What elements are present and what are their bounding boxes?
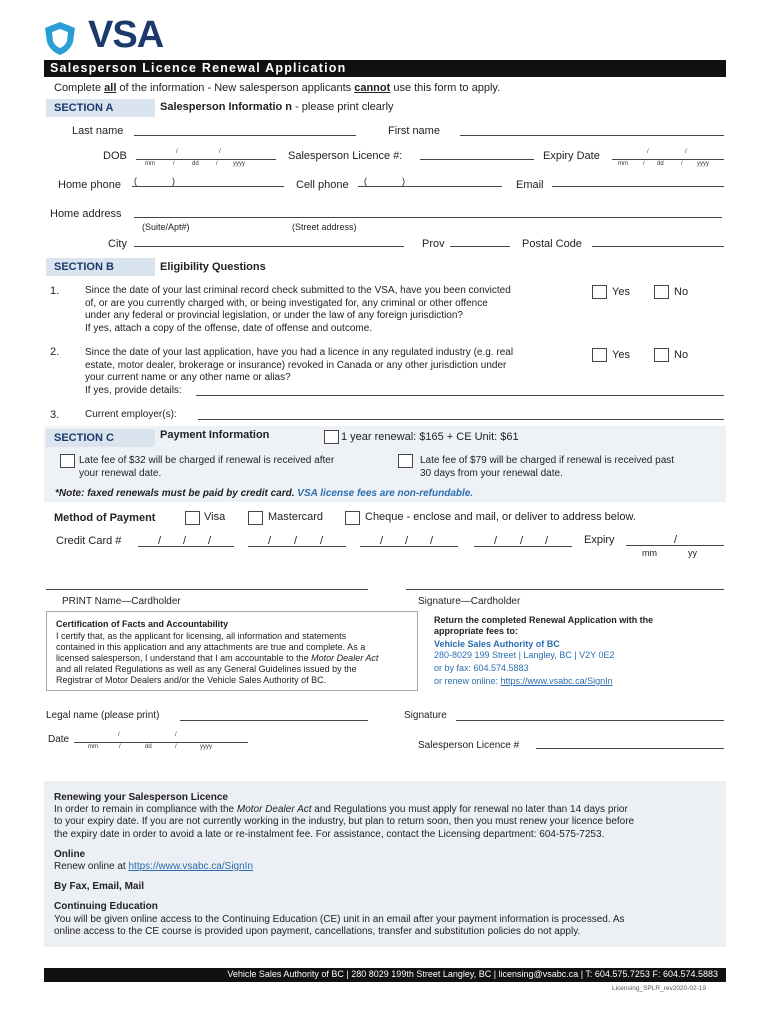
dob-label: DOB bbox=[103, 150, 127, 162]
dob-field[interactable] bbox=[136, 159, 276, 160]
city-label: City bbox=[108, 238, 127, 250]
last-name-label: Last name bbox=[72, 125, 124, 137]
prov-field[interactable] bbox=[450, 246, 510, 247]
prov-label: Prov bbox=[422, 238, 445, 250]
last-name-field[interactable] bbox=[134, 135, 356, 136]
mastercard-checkbox[interactable] bbox=[248, 511, 263, 525]
date-field[interactable] bbox=[74, 742, 248, 743]
legal-name-field[interactable] bbox=[180, 720, 368, 721]
cell-phone-field[interactable] bbox=[358, 186, 502, 187]
info-box bbox=[44, 781, 726, 947]
cell-phone-label: Cell phone bbox=[296, 179, 349, 191]
section-c-label: SECTION C bbox=[46, 429, 155, 447]
form-title-bar bbox=[44, 60, 726, 77]
q1-yes-checkbox[interactable] bbox=[592, 285, 607, 299]
date-label: Date bbox=[48, 734, 70, 745]
intro-text: Complete all of the information - New salesperson applicants cannot use this form to apply. bbox=[54, 82, 501, 94]
certification-title: Certification of Facts and Accountability bbox=[56, 619, 229, 629]
signature-label: Signature bbox=[404, 710, 447, 721]
footer-text: Vehicle Sales Authority of BC | 280 8029 199th Street Langley, BC | licensing@vsabc.ca | T: 604.575.7253 F: 604.574.5883 bbox=[227, 969, 718, 979]
signature-field[interactable] bbox=[456, 720, 724, 721]
cheque-checkbox[interactable] bbox=[345, 511, 360, 525]
logo-text: VSA bbox=[88, 14, 164, 56]
section-b-title: Eligibility Questions bbox=[160, 261, 266, 273]
question-1: Since the date of your last criminal record check submitted to the VSA, have you been convicted of, or are you currently charged with, or being investigated for, any criminal or other offence under any federal or provincial legislation, or under the law of any foreign jurisdiction? If yes, attach a copy of the offense, date of offense and outcome. bbox=[85, 285, 511, 334]
q2-details-field[interactable] bbox=[196, 395, 724, 396]
q1-no-checkbox[interactable] bbox=[654, 285, 669, 299]
first-name-label: First name bbox=[388, 125, 440, 137]
late-fee-32-checkbox[interactable] bbox=[60, 454, 75, 468]
email-label: Email bbox=[516, 179, 544, 191]
renewal-checkbox[interactable] bbox=[324, 430, 339, 444]
home-phone-label: Home phone bbox=[58, 179, 121, 191]
card-expiry-label: Expiry bbox=[584, 534, 615, 546]
current-employer-field[interactable] bbox=[198, 419, 724, 420]
email-field[interactable] bbox=[552, 186, 724, 187]
renewal-fee-label: 1 year renewal: $165 + CE Unit: $61 bbox=[341, 431, 519, 443]
print-name-label: PRINT Name—Cardholder bbox=[62, 596, 181, 607]
q2-no-checkbox[interactable] bbox=[654, 348, 669, 362]
renew-online-link[interactable]: https://www.vsabc.ca/SignIn bbox=[500, 676, 613, 686]
shield-icon bbox=[42, 20, 78, 56]
expiry-date-label: Expiry Date bbox=[543, 150, 600, 162]
late-fee-32-text: Late fee of $32 will be charged if renewal is received after your renewal date. bbox=[79, 455, 335, 479]
online-renew-link[interactable]: https://www.vsabc.ca/SignIn bbox=[128, 861, 254, 873]
section-a-label: SECTION A bbox=[46, 99, 155, 117]
card-group-3[interactable] bbox=[360, 546, 458, 547]
late-fee-79-checkbox[interactable] bbox=[398, 454, 413, 468]
home-address-label: Home address bbox=[50, 208, 122, 220]
salesperson-licence-field[interactable] bbox=[536, 748, 724, 749]
home-phone-field[interactable] bbox=[132, 186, 284, 187]
section-a-title: Salesperson Informatio n - please print clearly bbox=[160, 101, 394, 113]
postal-code-label: Postal Code bbox=[522, 238, 582, 250]
q2-yes-checkbox[interactable] bbox=[592, 348, 607, 362]
licence-number-label: Salesperson Licence #: bbox=[288, 150, 403, 162]
form-code: Licensing_SPLR_rev2020-02-19 bbox=[612, 985, 706, 992]
first-name-field[interactable] bbox=[460, 135, 724, 136]
postal-code-field[interactable] bbox=[592, 246, 724, 247]
note-text: *Note: faxed renewals must be paid by credit card. VSA license fees are non-refundable. bbox=[55, 488, 474, 499]
certification-box bbox=[46, 611, 418, 691]
vsa-logo bbox=[42, 14, 202, 58]
legal-name-label: Legal name (please print) bbox=[46, 710, 160, 721]
home-address-field[interactable] bbox=[134, 217, 722, 218]
info-content: Renewing your Salesperson Licence In order to remain in compliance with the Motor Dealer Act and Regulations you must apply for renewal no later than 14 days prior to your expiry date. If you are not currently working in the industry, but plan to return soon, then you must renew your licence before the expiry date in order to avoid a late or re-instalment fee. For assistance, contact the Licensing department: 604-575-7253. Online Renew online at https://www.vsabc.ca/SignIn By Fax, Email, Mail Continuing Education You will be given online access to the Continuing Education (CE) unit in an email after your payment information is processed. As online access to the CE course is provided upon payment, cancellations, transfer and substitution policies do not apply. bbox=[54, 792, 635, 937]
cardholder-name-field[interactable] bbox=[46, 589, 368, 590]
form-title: Salesperson Licence Renewal Application bbox=[50, 61, 347, 75]
method-of-payment-label: Method of Payment bbox=[54, 512, 156, 524]
cardholder-signature-field[interactable] bbox=[406, 589, 724, 590]
question-2: Since the date of your last application, have you had a licence in any regulated industry (e.g. real estate, motor dealer, brokerage or insurance) revoked in Canada or any other jurisdiction under your current name or any other name or alias? If yes, provide details: bbox=[85, 347, 514, 396]
certification-text: I certify that, as the applicant for licensing, all information and statements contained in this application and any attachments are true and complete. As a licensed salesperson, I understand that I am accountable to the Motor Dealer Act and all related Regulations as well as any General Guidelines issued by the Registrar of Motor Dealers and/or the Vehicle Sales Authority of BC. bbox=[56, 631, 379, 685]
city-field[interactable] bbox=[134, 246, 404, 247]
visa-checkbox[interactable] bbox=[185, 511, 200, 525]
question-3: Current employer(s): bbox=[85, 409, 177, 420]
late-fee-79-text: Late fee of $79 will be charged if renewal is received past 30 days from your renewal date. bbox=[420, 455, 675, 479]
section-b-label: SECTION B bbox=[46, 258, 155, 276]
section-c-title: Payment Information bbox=[160, 429, 270, 441]
expiry-date-field[interactable] bbox=[612, 159, 724, 160]
footer-bar bbox=[44, 968, 726, 982]
salesperson-licence-label: Salesperson Licence # bbox=[418, 740, 520, 751]
cardholder-signature-label: Signature—Cardholder bbox=[418, 596, 521, 607]
licence-number-field[interactable] bbox=[420, 159, 534, 160]
credit-card-label: Credit Card # bbox=[56, 535, 122, 547]
return-info: Return the completed Renewal Application with the appropriate fees to: Vehicle Sales Authority of BC 280-8029 199 Street | Langley, BC | V2Y 0E2 or by fax: 604.574.5883 or renew online: https://www.vsabc.ca/SignIn bbox=[434, 615, 654, 686]
